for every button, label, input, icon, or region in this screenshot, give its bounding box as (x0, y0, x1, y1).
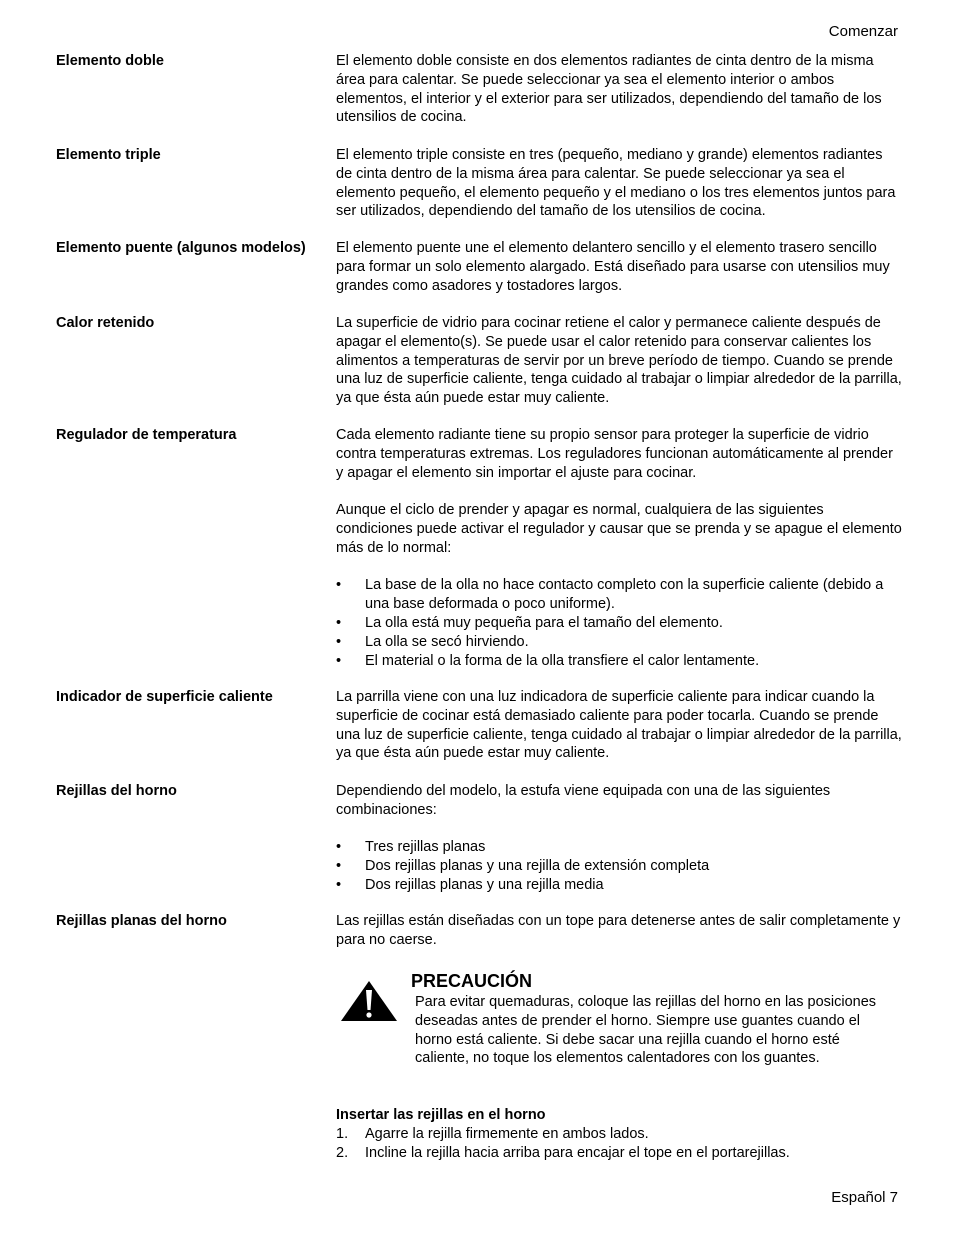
procedure-step (336, 1125, 902, 1144)
list-item (336, 652, 902, 671)
section-label-elemento-doble: Elemento doble (56, 53, 164, 69)
step-number: 1. (336, 1125, 349, 1142)
section-label-rejillas-del-horno: Rejillas del horno (56, 783, 177, 799)
list-item-text: La olla está muy pequeña para el tamaño del elemento. (365, 614, 723, 631)
list-item (336, 614, 902, 633)
bullet-marker: • (336, 633, 342, 650)
step-text: Agarre la rejilla firmemente en ambos lados. (365, 1125, 649, 1142)
list-item (336, 876, 902, 895)
paragraph: Cada elemento radiante tiene su propio sensor para proteger la superficie de vidrio contra temperaturas extremas. Los reguladores funcionan automáticamente al prender y apagar el elemento sin importar el ajuste para cocinar. (336, 427, 893, 481)
section-label-indicador: Indicador de superficie caliente (56, 689, 273, 705)
bullet-marker: • (336, 652, 342, 669)
caution-title: PRECAUCIÓN (411, 971, 533, 991)
paragraph: La superficie de vidrio para cocinar retiene el calor y permanece caliente después de apagar el elemento(s). Se puede usar el calor retenido para conservar calientes los alimentos a temperaturas de servir por un breve período de tiempo. Cuando se prende una luz de superficie caliente, tenga cuidado al trabajar o limpiar alrededor de la parrilla, ya que ésta aún puede estar muy caliente. (336, 315, 902, 407)
list-item (336, 633, 902, 652)
section-label-elemento-triple: Elemento triple (56, 147, 161, 163)
bullet-marker: • (336, 839, 342, 856)
list-item-text: La base de la olla no hace contacto completo con la superficie caliente (debido a una base deformada o poco uniforme). (365, 577, 884, 613)
section-body-calor-retenido (336, 314, 902, 408)
bullet-list (336, 576, 902, 670)
list-item-text: El material o la forma de la olla transfiere el calor lentamente. (365, 652, 760, 669)
list-item-text: Dos rejillas planas y una rejilla de extensión completa (365, 858, 710, 875)
paragraph: El elemento doble consiste en dos elementos radiantes de cinta dentro de la misma área para calentar. Se puede seleccionar ya sea el elemento interior o ambos elementos, el interior y el exterior para ser utilizados, dependiendo del tamaño de los utensilios de cocina. (336, 53, 882, 126)
step-number: 2. (336, 1144, 349, 1161)
page-number: Español 7 (831, 1189, 898, 1206)
procedure (336, 1106, 902, 1162)
step-text: Incline la rejilla hacia arriba para encajar el tope en el portarejillas. (365, 1144, 790, 1161)
bullet-marker: • (336, 577, 342, 594)
section-label-calor-retenido: Calor retenido (56, 315, 155, 331)
paragraph: La parrilla viene con una luz indicadora de superficie caliente para indicar cuando la superficie de cocinar está demasiado caliente para poder tocarla. Cuando se prende una luz de superficie caliente, tenga cuidado al trabajar o limpiar alrededor de la parrilla, ya que ésta aún puede estar muy caliente. (336, 689, 902, 762)
section-body-elemento-doble (336, 52, 902, 127)
section-body-elemento-triple (336, 146, 902, 221)
section-label-rejillas-planas: Rejillas planas del horno (56, 913, 227, 929)
bullet-marker: • (336, 858, 342, 875)
section-body-indicador (336, 688, 902, 763)
paragraph: Dependiendo del modelo, la estufa viene equipada con una de las siguientes combinaciones: (336, 783, 831, 818)
section-body-rejillas-planas (336, 912, 902, 950)
list-item (336, 857, 902, 876)
section-body-elemento-puente (336, 239, 902, 295)
list-item-text: Dos rejillas planas y una rejilla media (365, 876, 604, 893)
section-body-regulador (336, 426, 902, 670)
list-item (336, 576, 902, 614)
bullet-marker: • (336, 876, 342, 893)
paragraph: Aunque el ciclo de prender y apagar es normal, cualquiera de las siguientes condiciones puede activar el regulador y causar que se prenda y se apague el elemento más de lo normal: (336, 502, 902, 556)
list-item-text: La olla se secó hirviendo. (365, 633, 529, 650)
bullet-marker: • (336, 614, 342, 631)
caution-text: Para evitar quemaduras, coloque las rejillas del horno en las posiciones deseadas antes de prender el horno. Siempre use guantes cuando el horno está caliente. Si debe sacar una rejilla cuando el horno esté caliente, no toque los elementos calentadores con los guantes. (415, 994, 877, 1067)
list-item (336, 838, 902, 857)
list-item-text: Tres rejillas planas (365, 839, 486, 856)
procedure-step (336, 1144, 902, 1163)
section-label-elemento-puente: Elemento puente (algunos modelos) (56, 240, 306, 256)
page-header-section: Comenzar (828, 23, 898, 40)
procedure-title: Insertar las rejillas en el horno (336, 1107, 546, 1123)
paragraph: Las rejillas están diseñadas con un tope para detenerse antes de salir completamente y para no caerse. (336, 913, 901, 948)
section-body-rejillas-del-horno (336, 782, 902, 895)
bullet-list (336, 838, 902, 894)
paragraph: El elemento puente une el elemento delantero sencillo y el elemento trasero sencillo para formar un solo elemento alargado. Está diseñado para usarse con utensilios muy grandes como asadores y tostadores largos. (336, 240, 890, 294)
paragraph: El elemento triple consiste en tres (pequeño, mediano y grande) elementos radiantes de cinta dentro de la misma área para calentar. Se puede seleccionar ya sea el elemento pequeño, el elemento pequeño y el mediano o los tres elementos juntos para ser utilizados, dependiendo del tamaño de los utensilios de cocina. (336, 147, 896, 220)
section-label-regulador: Regulador de temperatura (56, 427, 237, 443)
warning-icon (340, 980, 398, 1022)
